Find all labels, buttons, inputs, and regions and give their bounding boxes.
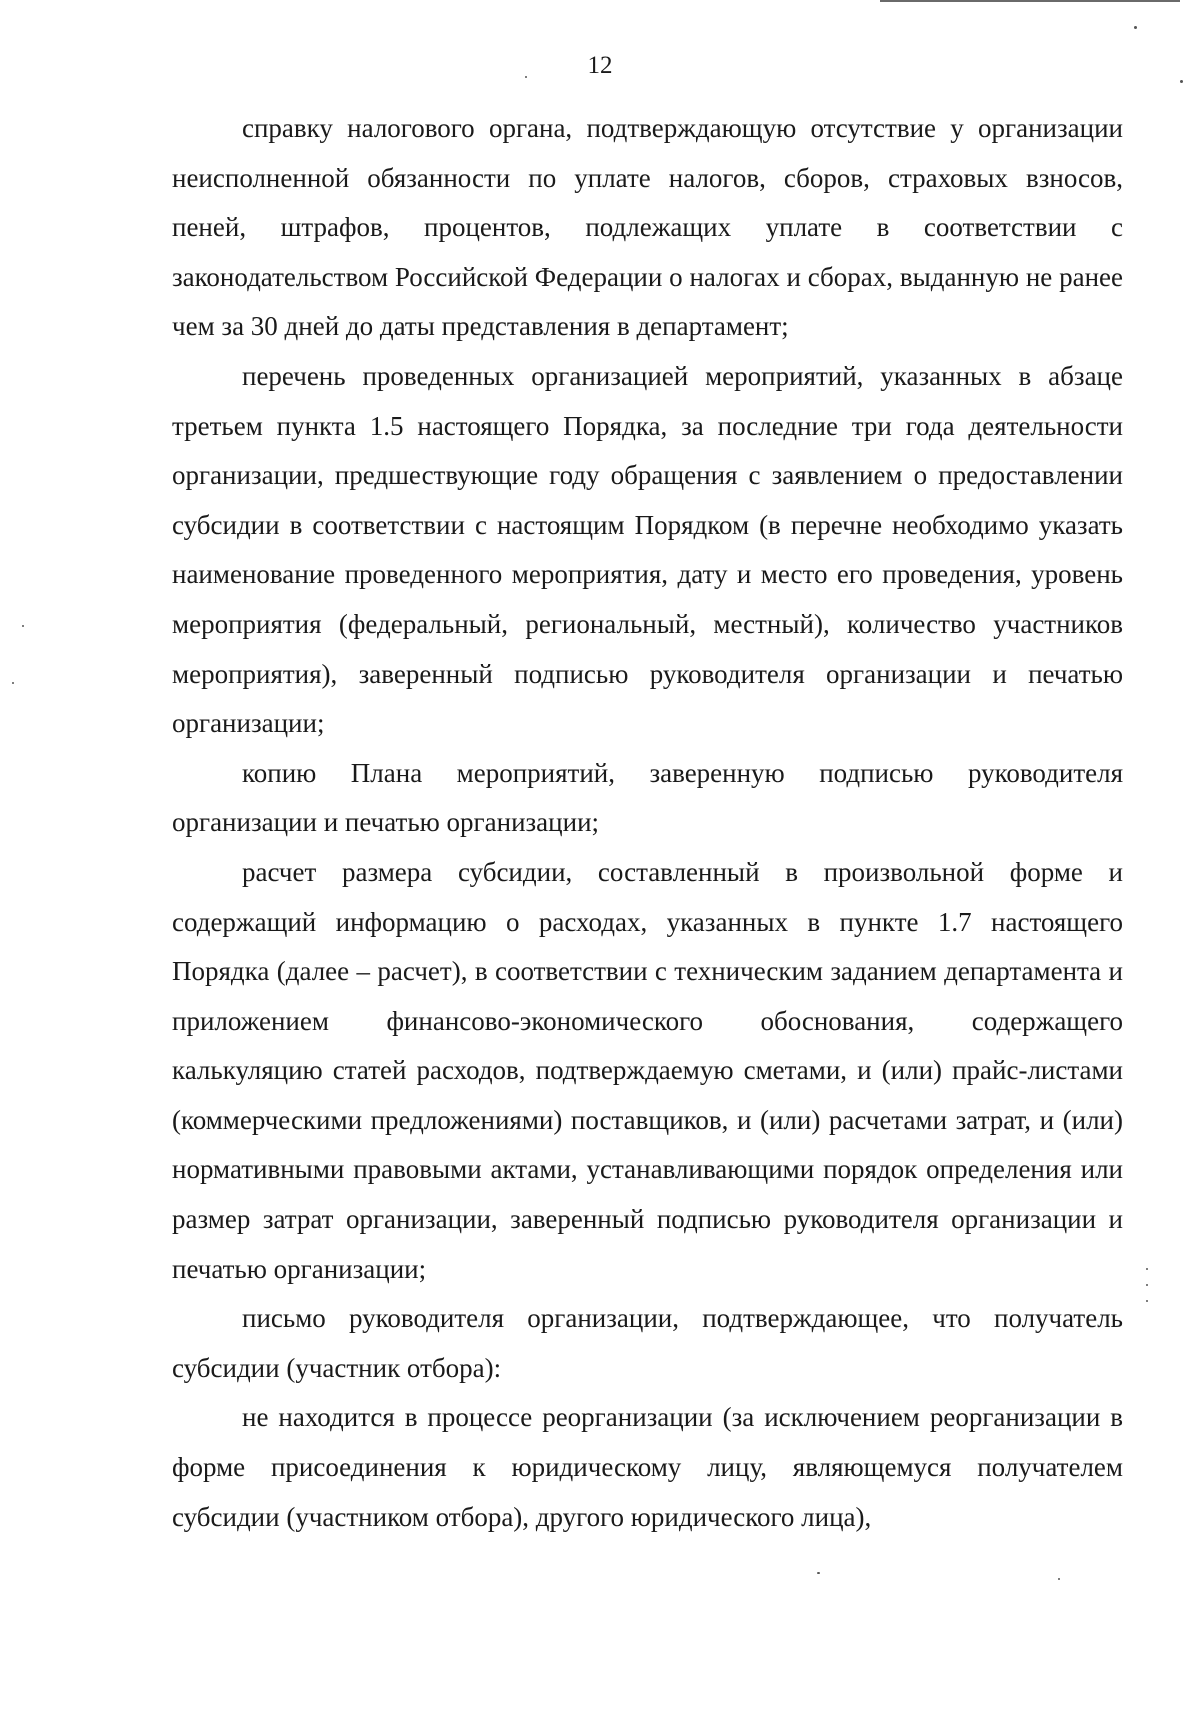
scan-speck: [1146, 1268, 1148, 1270]
paragraph-tax-certificate: справку налогового органа, подтверждающую отсутствие у организации неисполненной обязанности по уплате налогов, сборов, страховых взносов, пеней, штрафов, процентов, подлежащих уплате в соответствии с законодательством Российской Федерации о налогах и сборах, выданную не ранее чем за 30 дней до даты представления в департамент;: [172, 113, 1123, 342]
paragraph-not-reorganizing: не находится в процессе реорганизации (за исключением реорганизации в форме присоединения к юридическому лицу, являющемуся получателем субсидии (участником отбора), другого юридического лица),: [172, 1402, 1123, 1532]
paragraph-subsidy-calculation: расчет размера субсидии, составленный в произвольной форме и содержащий информацию о расходах, указанных в пункте 1.7 настоящего Порядка (далее – расчет), в соответствии с техническим заданием департамента и приложением финансово-экономического обоснования, содержащего калькуляцию статей расходов, подтверждаемую сметами, и (или) прайс-листами (коммерческими предложениями) поставщиков, и (или) расчетами затрат, и (или) нормативными правовыми актами, устанавливающими порядок определения или размер затрат организации, заверенный подписью руководителя организации и печатью организации;: [172, 856, 1123, 1284]
scan-speck: [1146, 1284, 1148, 1286]
scan-speck: [1146, 1300, 1148, 1302]
scan-speck: [22, 625, 24, 627]
scan-speck: [1058, 1578, 1060, 1580]
paragraph-director-letter: письмо руководителя организации, подтверждающее, что получатель субсидии (участник отбора):: [172, 1303, 1123, 1383]
scan-speck: [525, 76, 527, 78]
scan-speck: [1134, 26, 1137, 29]
document-body: [172, 104, 1123, 1542]
scan-speck: [12, 682, 14, 684]
scan-top-edge-line: [880, 0, 1180, 2]
page-number: 12: [587, 52, 613, 79]
paragraph-events-plan-copy: копию Плана мероприятий, заверенную подписью руководителя организации и печатью организации;: [172, 757, 1123, 838]
scan-speck: [817, 1572, 820, 1574]
paragraph-events-list: перечень проведенных организацией мероприятий, указанных в абзаце третьем пункта 1.5 настоящего Порядка, за последние три года деятельности организации, предшествующие году обращения с заявлением о предоставлении субсидии в соответствии с настоящим Порядком (в перечне необходимо указать наименование проведенного мероприятия, дату и место его проведения, уровень мероприятия (федеральный, региональный, местный), количество участников мероприятия), заверенный подписью руководителя организации и печатью организации;: [172, 360, 1123, 739]
scan-speck: [1180, 80, 1183, 83]
